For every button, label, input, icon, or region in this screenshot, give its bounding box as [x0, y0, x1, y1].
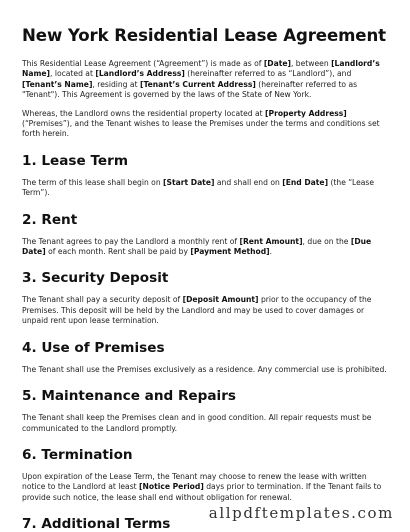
security-deposit-text: prior to the occupancy of the Premises. This deposit will be held by the Landlord and may be used to cover damages or unpaid rent upon lease termination. [22, 295, 372, 326]
lease-term-text: and shall end on [214, 177, 283, 187]
intro-text: , located at [50, 69, 96, 79]
whereas-paragraph [22, 109, 388, 140]
termination-text: days prior to termination. If the Tenant fails to provide such notice, the lease shall end without obligation for renewal. [22, 482, 382, 502]
intro-text: , residing at [92, 79, 140, 89]
site-watermark: allpdftemplates.com [208, 504, 394, 522]
date-placeholder: [Date] [263, 59, 291, 68]
section-heading-additional-terms: 7. Additional Terms [22, 516, 171, 532]
due-date-placeholder: [Due Date] [22, 236, 372, 257]
start-date-placeholder: [Start Date] [163, 177, 215, 187]
intro-text: , between [290, 59, 332, 68]
whereas-text: (“Premises”), and the Tenant wishes to lease the Premises under the terms and conditions set forth herein. [22, 119, 380, 139]
intro-text: (hereinafter referred to as "Tenant"). This Agreement is governed by the laws of the State of New York. [22, 79, 358, 100]
termination-paragraph [22, 472, 388, 503]
lease-term-text: The term of this lease shall begin on [22, 177, 164, 187]
deposit-amount-placeholder: [Deposit Amount] [182, 295, 259, 305]
maintenance-paragraph: The Tenant shall keep the Premises clean and in good condition. All repair requests must be communicated to the Landlord promptly. [22, 413, 372, 433]
security-deposit-text: The Tenant shall pay a security deposit of [22, 295, 183, 305]
rent-paragraph [22, 237, 388, 258]
section-heading-rent: 2. Rent [22, 211, 78, 228]
whereas-text: Whereas, the Landlord owns the residential property located at [22, 108, 266, 118]
notice-period-placeholder: [Notice Period] [139, 482, 204, 492]
section-heading-lease-term: 1. Lease Term [22, 152, 129, 169]
end-date-placeholder: [End Date] [282, 177, 329, 187]
rent-text: The Tenant agrees to pay the Landlord a monthly rent of [22, 236, 240, 246]
property-address-placeholder: [Property Address] [265, 108, 347, 118]
payment-method-placeholder: [Payment Method] [190, 247, 270, 257]
rent-text: . [269, 247, 273, 257]
rent-amount-placeholder: [Rent Amount] [239, 236, 303, 246]
intro-paragraph [22, 59, 388, 101]
tenant-address-placeholder: [Tenant’s Current Address] [139, 79, 256, 89]
tenant-name-placeholder: [Tenant’s Name] [22, 79, 93, 89]
landlord-name-placeholder: [Landlord’s Name] [22, 59, 380, 79]
security-deposit-paragraph [22, 295, 388, 326]
section-heading-maintenance: 5. Maintenance and Repairs [22, 388, 237, 405]
intro-text: (hereinafter referred to as “Landlord”), and [184, 69, 352, 79]
section-heading-security-deposit: 3. Security Deposit [22, 270, 169, 287]
termination-text: Upon expiration of the Lease Term, the Tenant may choose to renew the lease with written notice to the Landlord at least [22, 471, 367, 492]
rent-text: of each month. Rent shall be paid by [45, 247, 191, 257]
document-title: New York Residential Lease Agreement [22, 26, 386, 45]
lease-term-text: (the “Lease Term”). [22, 177, 375, 198]
section-heading-termination: 6. Termination [22, 446, 133, 463]
section-heading-use-of-premises: 4. Use of Premises [22, 339, 165, 356]
lease-term-paragraph [22, 178, 388, 199]
landlord-address-placeholder: [Landlord’s Address] [95, 69, 185, 79]
intro-text: This Residential Lease Agreement (“Agreement”) is made as of [22, 59, 264, 68]
rent-text: , due on the [302, 236, 351, 246]
use-of-premises-paragraph: The Tenant shall use the Premises exclusively as a residence. Any commercial use is prohibited. [22, 364, 387, 374]
